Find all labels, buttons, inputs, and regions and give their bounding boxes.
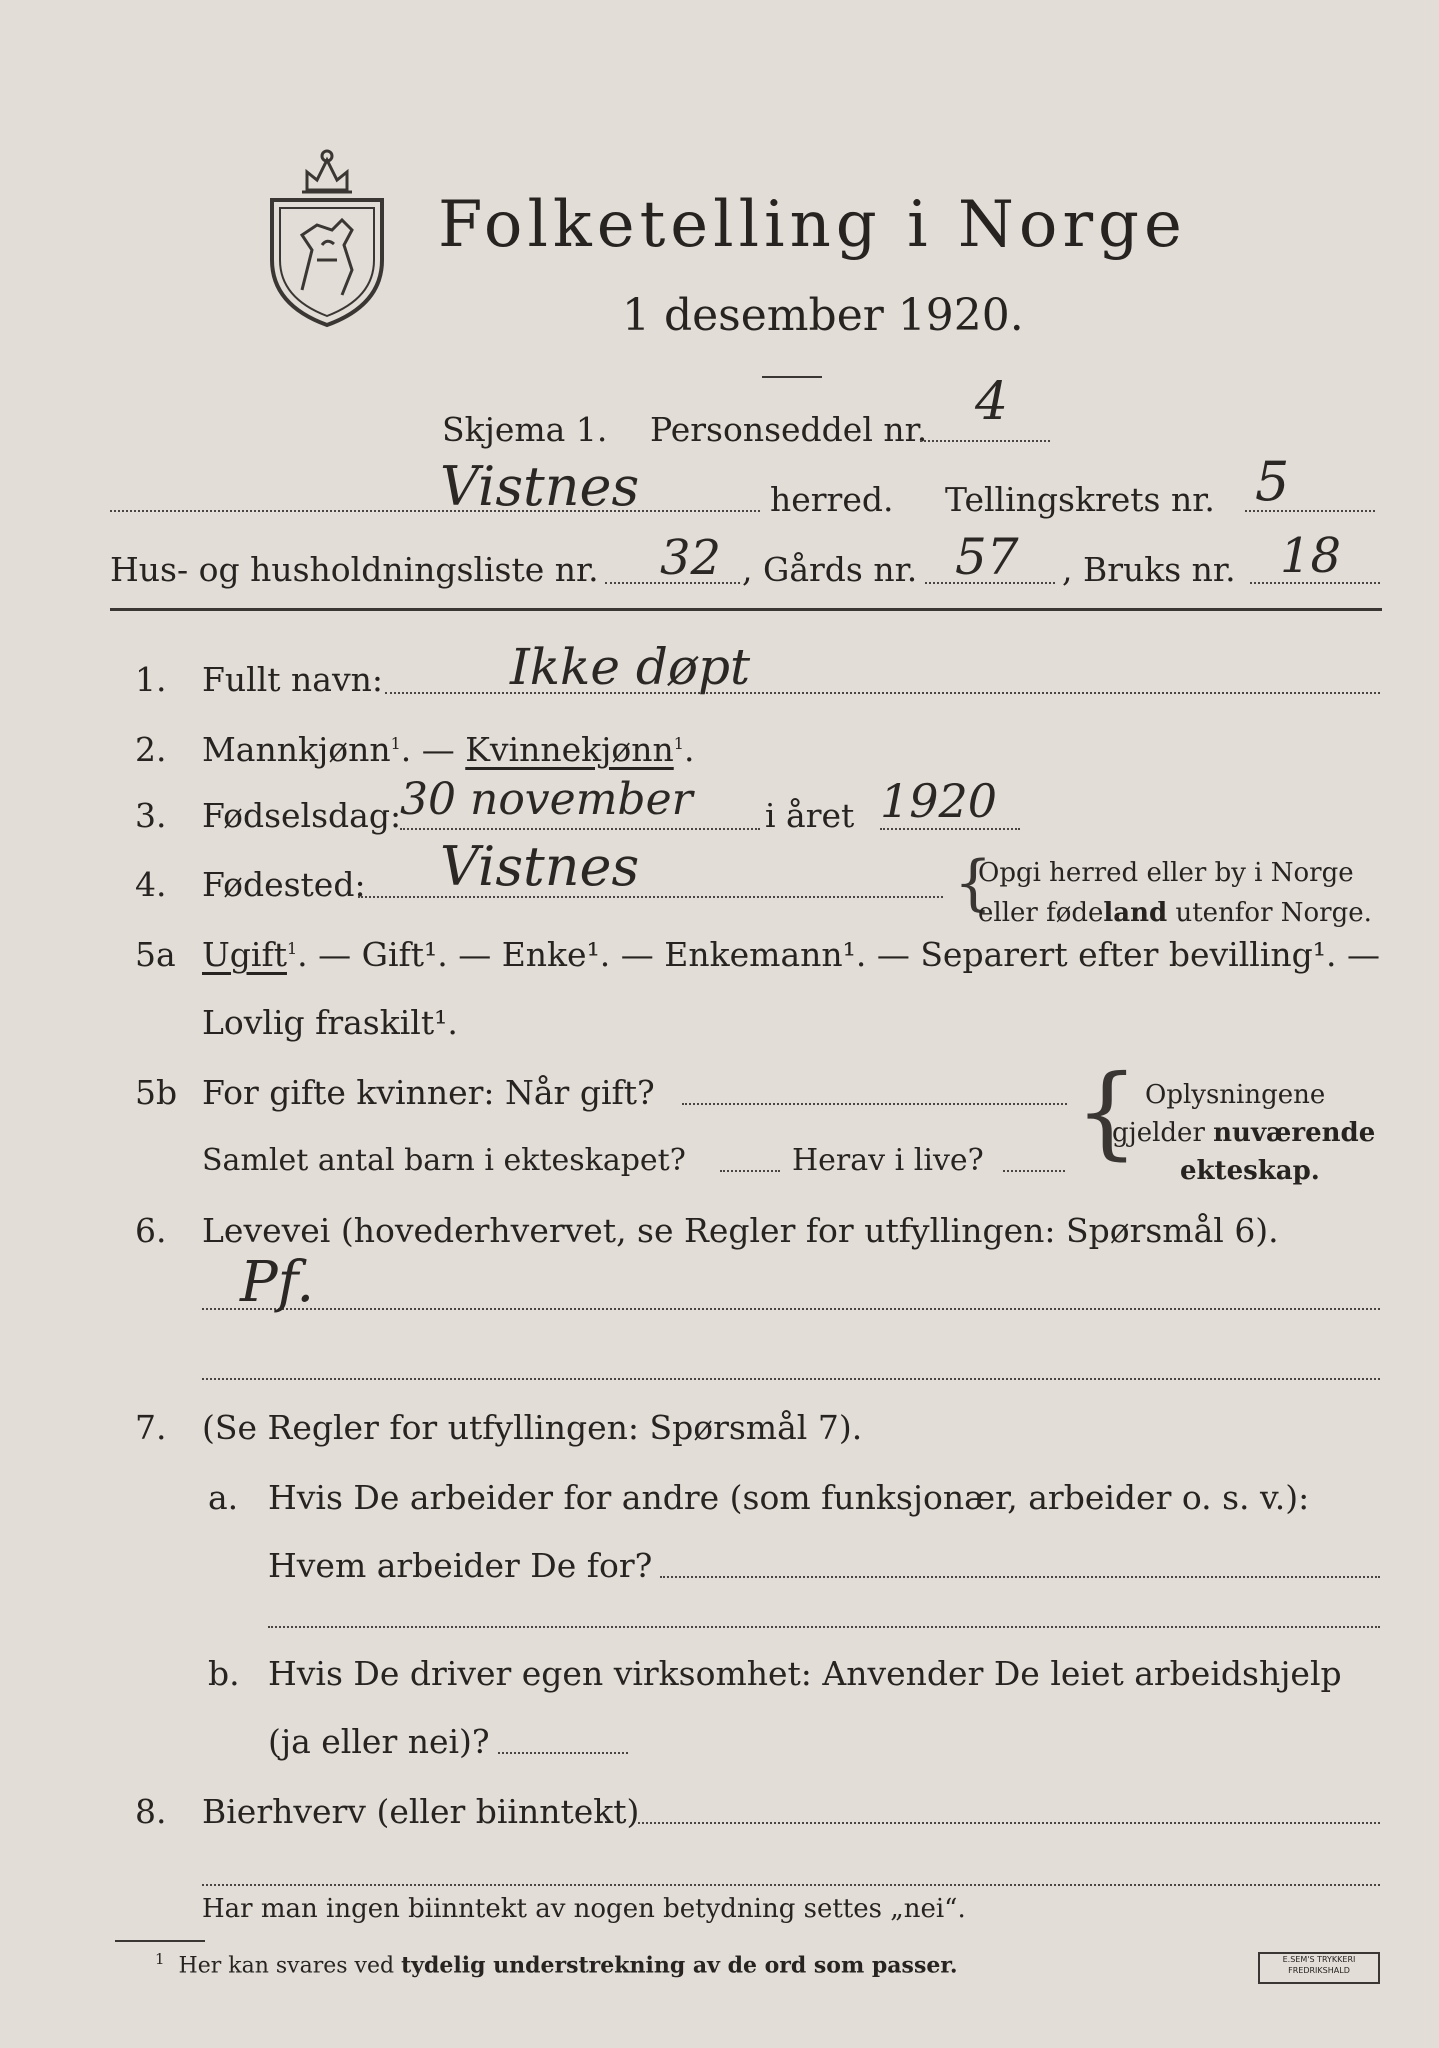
q5a-line2: Lovlig fraskilt¹. (202, 1003, 458, 1042)
q5a-line1: Ugift$^1$. — Gift¹. — Enke¹. — Enkemann¹. — Separert efter bevilling¹. — (202, 935, 1380, 974)
tellingskrets-label: Tellingskrets nr. (945, 480, 1215, 519)
q4-number: 4. (135, 865, 167, 904)
tellingskrets-value: 5 (1255, 450, 1290, 513)
q5b-line2b: Herav i live? (792, 1143, 984, 1178)
q5b-line1-dots (682, 1103, 1067, 1105)
q2-number: 2. (135, 730, 167, 769)
q5b-note2 (1112, 1118, 1375, 1148)
form-date: 1 desember 1920. (622, 290, 1024, 341)
q4-label: Fødested: (202, 865, 366, 904)
footnote-text-b: tydelig understrekning av de ord som passer. (401, 1952, 958, 1979)
q7b-number: b. (208, 1654, 240, 1693)
q6-label: Levevei (hovederhvervet, se Regler for utfyllingen: Spørsmål 6). (202, 1211, 1279, 1250)
q1-value: Ikke døpt (510, 638, 751, 696)
q2-end: . (683, 730, 695, 769)
q5b-line2a: Samlet antal barn i ekteskapet? (202, 1143, 686, 1178)
q2-mann: Mannkjønn (202, 730, 391, 769)
q8-line2 (202, 1884, 1380, 1886)
q3-value: 30 november (400, 774, 693, 825)
q3-number: 3. (135, 796, 167, 835)
q5b-number: 5b (135, 1073, 178, 1112)
personseddel-line (920, 440, 1050, 442)
q3-line (400, 828, 760, 830)
q2-text: Mannkjønn$^1$. — Kvinnekjønn$^1$. (202, 730, 695, 769)
bruks-label: , Bruks nr. (1062, 550, 1236, 589)
personseddel-value: 4 (975, 372, 1009, 432)
q6-line1 (202, 1308, 1380, 1310)
q7-number: 7. (135, 1408, 167, 1447)
q4-note-a: eller føde (978, 898, 1104, 928)
gards-label: , Gårds nr. (742, 550, 918, 589)
q2-kvinne: Kvinnekjønn (465, 730, 674, 769)
q7a-number: a. (208, 1478, 239, 1517)
q6-number: 6. (135, 1211, 167, 1250)
herred-label: herred. (770, 480, 894, 519)
husliste-value: 32 (660, 530, 722, 586)
q7a-line1: Hvis De arbeider for andre (som funksjonær, arbeider o. s. v.): (268, 1478, 1310, 1517)
footnote (155, 1950, 958, 1978)
q5a-ugift: Ugift (202, 935, 287, 974)
q7a-line2-dots (660, 1576, 1380, 1578)
herred-value: Vistnes (440, 455, 640, 518)
q4-brace: { (954, 848, 993, 918)
q3-aret-label: i året (765, 796, 855, 835)
q5b-note3: ekteskap. (1180, 1156, 1320, 1186)
q5b-note2b: nuværende (1213, 1118, 1376, 1148)
q7a-line2: Hvem arbeider De for? (268, 1546, 653, 1585)
husliste-label: Hus- og husholdningsliste nr. (110, 550, 599, 589)
q6-line2 (202, 1378, 1380, 1380)
q8-number: 8. (135, 1792, 167, 1831)
herred-line (110, 510, 760, 512)
q6-value: Pf. (240, 1250, 315, 1315)
q4-note-line2 (978, 898, 1372, 928)
q7b-line2: (ja eller nei)? (268, 1722, 490, 1761)
form-title: Folketelling i Norge (438, 188, 1187, 262)
q7b-line1: Hvis De driver egen virksomhet: Anvender De leiet arbeidshjelp (268, 1654, 1342, 1693)
q4-note-b: land (1103, 898, 1168, 928)
title-divider (762, 376, 822, 378)
q4-note-line1: Opgi herred eller by i Norge (978, 858, 1354, 888)
coat-of-arms-icon (262, 120, 392, 332)
q5b-line2a-dots (720, 1170, 780, 1172)
printer-line2: FREDRIKSHALD (1288, 1966, 1350, 1975)
q5b-brace: { (1075, 1053, 1139, 1170)
q7b-line2-dots (498, 1752, 628, 1754)
q1-number: 1. (135, 660, 167, 699)
q5a-number: 5a (135, 935, 176, 974)
footnote-number: 1 (155, 1950, 165, 1968)
gards-value: 57 (955, 528, 1019, 586)
q5b-line2b-dots (1003, 1170, 1065, 1172)
q7a-line3-dots (268, 1626, 1380, 1628)
printer-line1: E.SEM'S TRYKKERI (1282, 1955, 1356, 1964)
bruks-value: 18 (1280, 528, 1342, 584)
skjema-label: Skjema 1. (442, 410, 608, 449)
footnote-rule (115, 1940, 205, 1942)
q4-value: Vistnes (440, 835, 640, 898)
q8-label: Bierhverv (eller biinntekt) (202, 1792, 640, 1831)
q5b-note2a: gjelder (1112, 1118, 1214, 1148)
q2-dash: . — (400, 730, 455, 769)
footnote-text-a: Her kan svares ved (178, 1953, 402, 1979)
q8-line1 (638, 1822, 1380, 1824)
footer-note: Har man ingen biinntekt av nogen betydning settes „nei“. (202, 1894, 966, 1924)
q5a-rest: . — Gift¹. — Enke¹. — Enkemann¹. — Separert efter bevilling¹. — (297, 935, 1380, 974)
q5b-note1: Oplysningene (1145, 1080, 1326, 1110)
header-separator (110, 608, 1382, 611)
q7-label: (Se Regler for utfyllingen: Spørsmål 7). (202, 1408, 863, 1447)
q5b-line1: For gifte kvinner: Når gift? (202, 1073, 655, 1112)
personseddel-label: Personseddel nr. (650, 410, 928, 449)
q3-aret-value: 1920 (880, 774, 998, 828)
q1-label: Fullt navn: (202, 660, 383, 699)
q3-aret-line (880, 828, 1020, 830)
q3-label: Fødselsdag: (202, 796, 402, 835)
printer-mark (1258, 1952, 1380, 1984)
q4-note-c: utenfor Norge. (1167, 898, 1372, 928)
